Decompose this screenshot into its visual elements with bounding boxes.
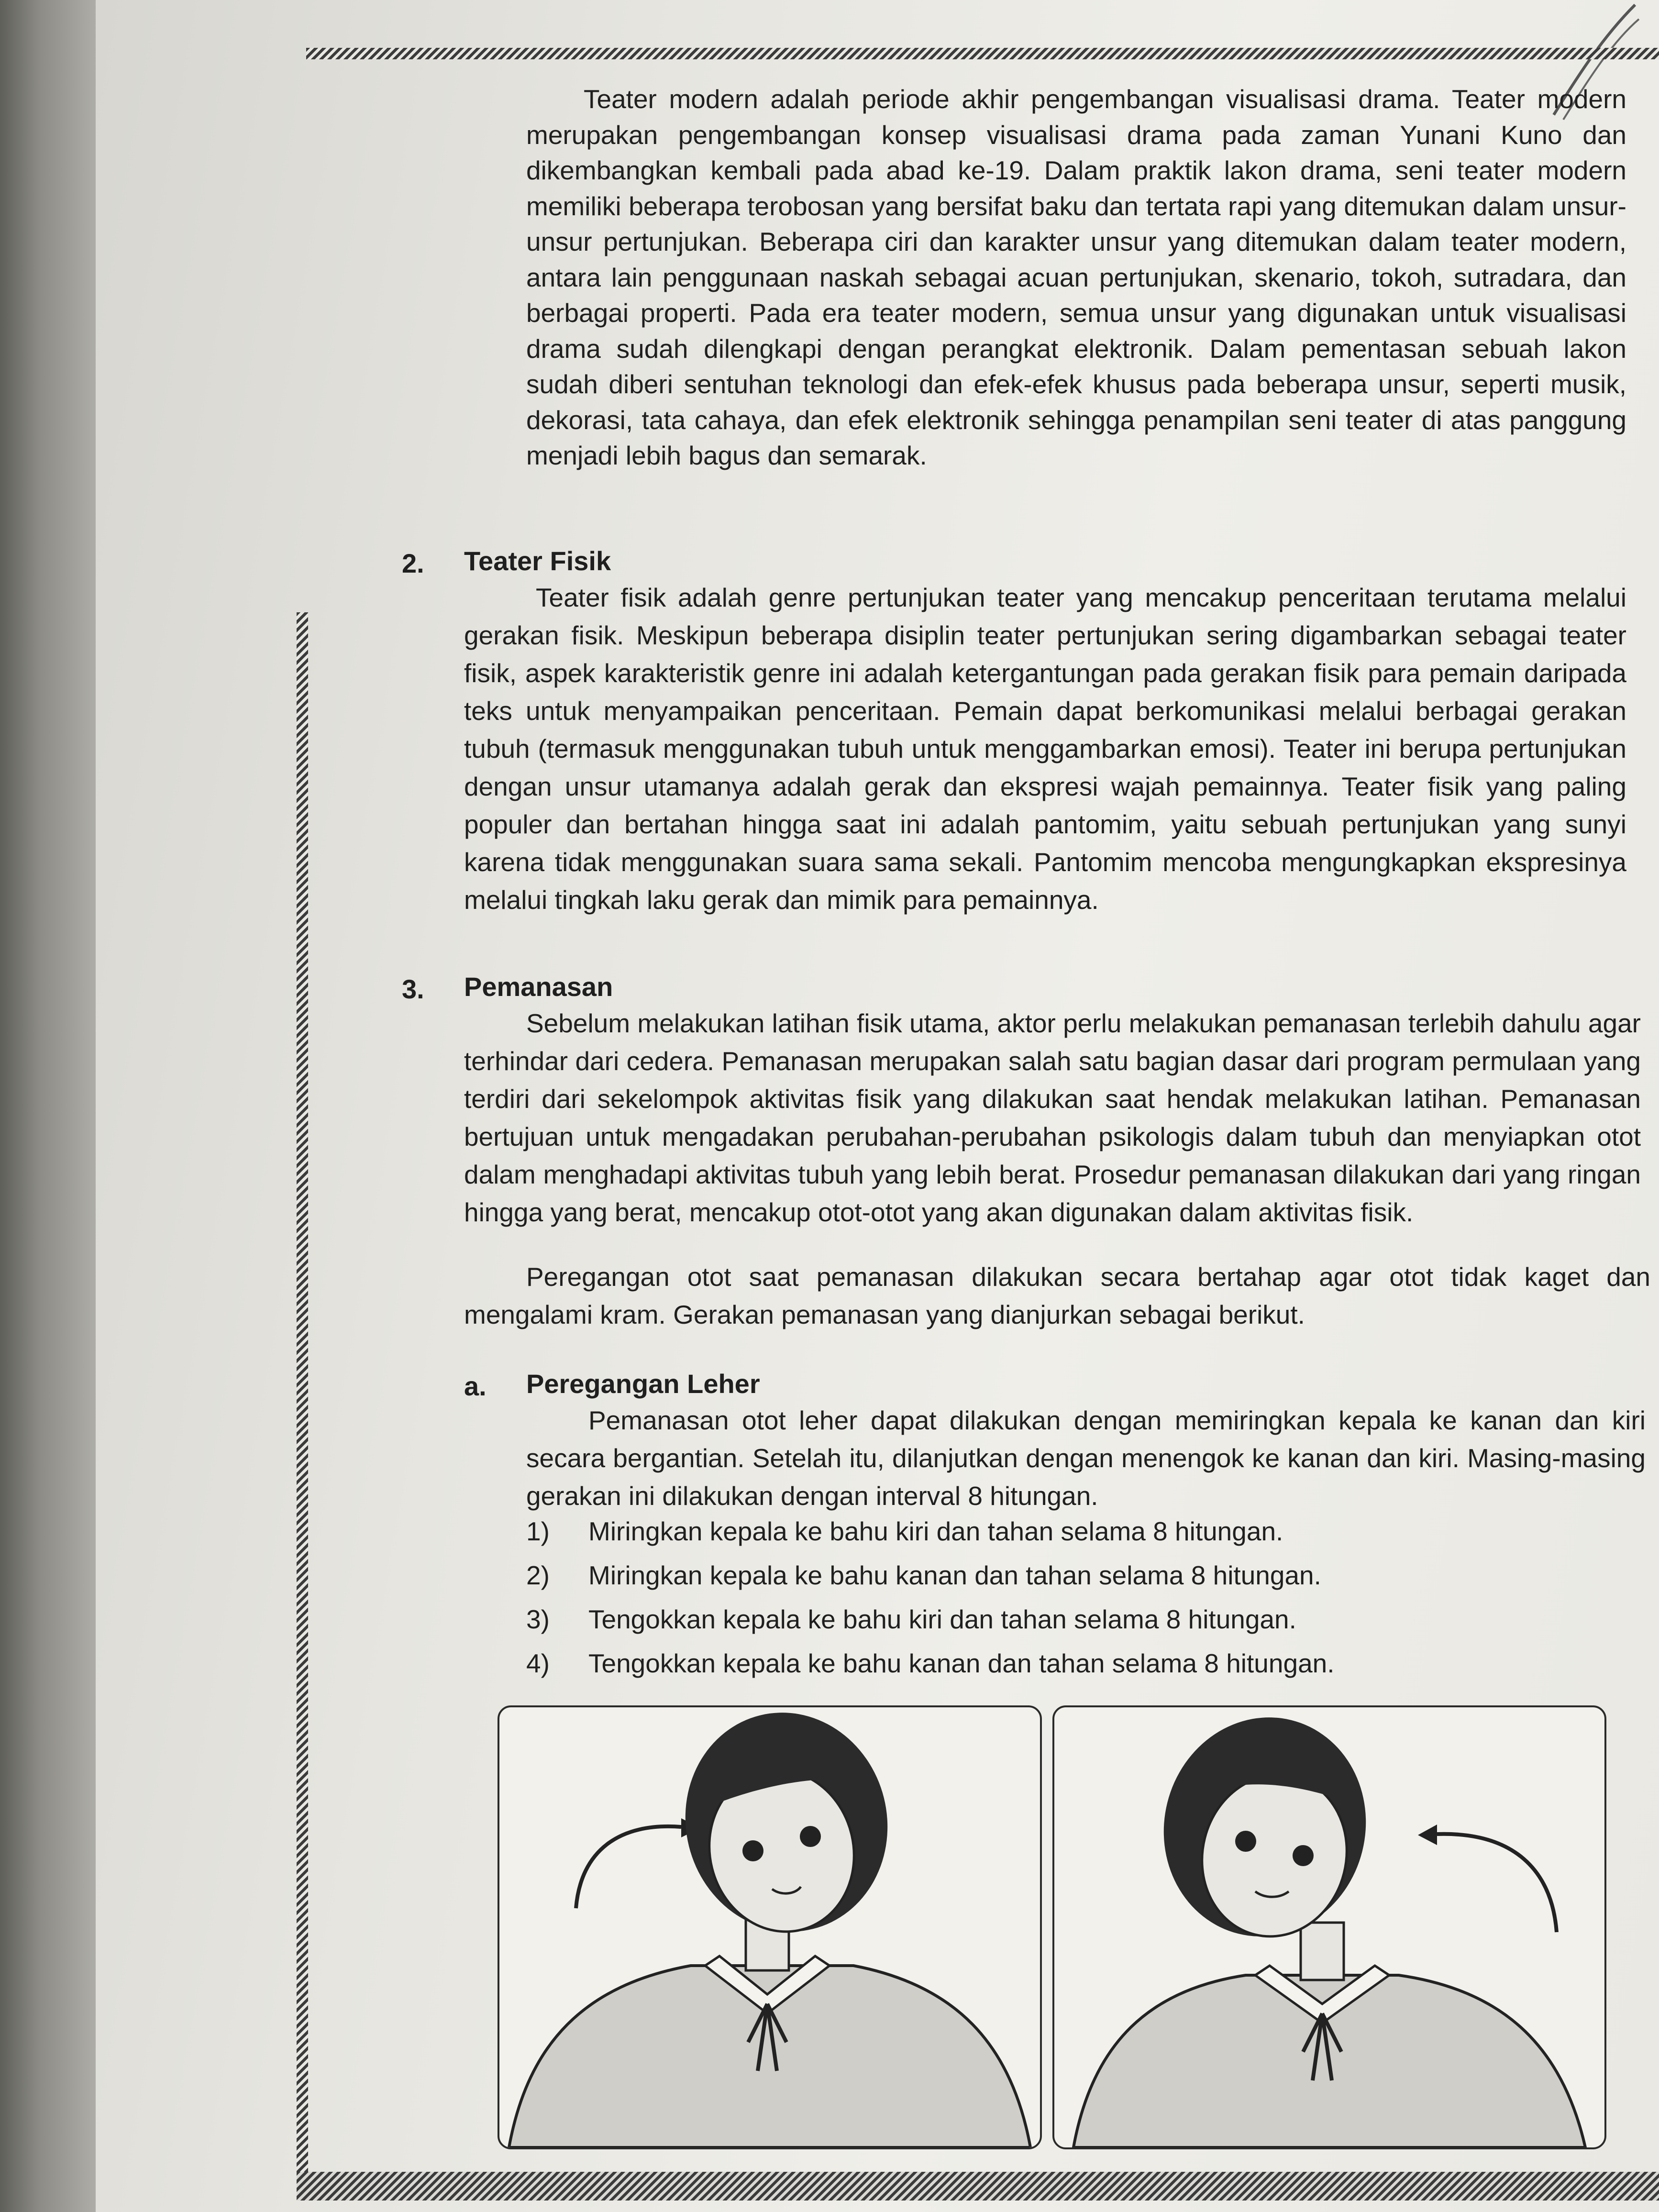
subsection-a-letter: a. (464, 1371, 487, 1401)
curved-arrow-icon (1437, 1834, 1557, 1932)
step-text: Miringkan kepala ke bahu kanan dan tahan selama 8 hitungan. (588, 1560, 1321, 1590)
section-3-paragraph-1 (464, 1005, 1641, 1231)
intro-text: Teater modern adalah periode akhir pengembangan visualisasi drama. Teater modern merupakan pengembangan konsep visualisasi drama pada zaman Yunani Kuno dan dikembangkan kembali pada abad ke-19. Dalam praktik lakon drama, seni teater modern memiliki beberapa terobosan yang bersifat baku dan tertata rapi yang ditemukan dalam unsur-unsur pertunjukan. Beberapa ciri dan karakter unsur yang ditemukan dalam teater modern, antara lain penggunaan naskah sebagai acuan pertunjukan, skenario, tokoh, sutradara, dan berbagai properti. Pada era teater modern, semua unsur yang digunakan untuk visualisasi drama sudah dilengkapi dengan perangkat elektronik. Dalam pementasan sebuah lakon sudah diberi sentuhan teknologi dan efek-efek khusus pada beberapa unsur, seperti musik, dekorasi, tata cahaya, dan efek elektronik sehingga penampilan seni teater di atas panggung menjadi lebih bagus dan semarak. (526, 84, 1626, 470)
left-eye (742, 1840, 763, 1861)
girl-tilt-right-illustration (1054, 1707, 1604, 2147)
illustration-panel-tilt-right (1052, 1705, 1606, 2149)
subsection-a-body (526, 1402, 1646, 1515)
page-border-top (306, 48, 1659, 59)
page-border-left (297, 612, 308, 2181)
step-number: 2) (526, 1560, 550, 1590)
section-2-title: Teater Fisik (464, 546, 611, 576)
section-2-body (464, 579, 1626, 919)
step-number: 1) (526, 1516, 550, 1546)
section-2-text: Teater fisik adalah genre pertunjukan teater yang mencakup penceritaan terutama melalui gerakan fisik. Meskipun beberapa disiplin teater pertunjukan sering digambarkan sebagai teater fisik, aspek karakteristik genre ini adalah ketergantungan pada gerakan fisik para pemain daripada teks untuk menyampaikan penceritaan. Pemain dapat berkomunikasi melalui berbagai gerakan tubuh (termasuk menggunakan tubuh untuk menggambarkan emosi). Teater ini berupa pertunjukan dengan unsur utamanya adalah gerak dan ekspresi wajah pemainnya. Teater fisik yang paling populer dan bertahan hingga saat ini adalah pantomim, yaitu sebuah pertunjukan yang sunyi karena tidak menggunakan suara sama sekali. Pantomim mencoba mengungkapkan ekspresinya melalui tingkah laku gerak dan mimik para pemainnya. (464, 583, 1626, 915)
right-eye (1293, 1845, 1314, 1866)
intro-paragraph (526, 81, 1626, 474)
right-eye (800, 1826, 821, 1847)
left-eye (1235, 1831, 1256, 1852)
step-text: Tengokkan kepala ke bahu kiri dan tahan selama 8 hitungan. (588, 1604, 1296, 1634)
neck (1301, 1923, 1344, 1980)
list-item (526, 1641, 1646, 1685)
curved-arrow-icon (576, 1826, 681, 1908)
illustration-panel-tilt-left (498, 1705, 1042, 2149)
neck-stretch-steps (526, 1509, 1646, 1685)
step-number: 3) (526, 1604, 550, 1634)
arrow-head-icon (1418, 1825, 1437, 1845)
page-border-bottom (297, 2172, 1659, 2201)
section-2-number: 2. (402, 548, 424, 578)
list-item (526, 1509, 1646, 1553)
section-3-text-1: Sebelum melakukan latihan fisik utama, aktor perlu melakukan pemanasan terlebih dahulu agar terhindar dari cedera. Pemanasan merupakan salah satu bagian dasar dari program permulaan yang terdiri dari sekelompok aktivitas fisik yang dilakukan saat hendak melakukan latihan. Pemanasan bertujuan untuk mengadakan perubahan-perubahan psikologis dalam tubuh dan menyiapkan otot dalam menghadapi aktivitas tubuh yang lebih berat. Prosedur pemanasan dilakukan dari yang ringan hingga yang berat, mencakup otot-otot yang akan digunakan dalam aktivitas fisik. (464, 1008, 1641, 1227)
section-3-paragraph-2 (464, 1258, 1650, 1334)
section-3-number: 3. (402, 974, 424, 1004)
subsection-a-title: Peregangan Leher (526, 1369, 760, 1399)
list-item (526, 1553, 1646, 1597)
subsection-a-text: Pemanasan otot leher dapat dilakukan dengan memiringkan kepala ke kanan dan kiri secara bergantian. Setelah itu, dilanjutkan dengan menengok ke kanan dan kiri. Masing-masing gerakan ini dilakukan dengan interval 8 hitungan. (526, 1405, 1646, 1511)
section-3-text-2: Peregangan otot saat pemanasan dilakukan secara bertahap agar otot tidak kaget dan mengalami kram. Gerakan pemanasan yang dianjurkan sebagai berikut. (464, 1262, 1650, 1329)
step-text: Miringkan kepala ke bahu kiri dan tahan selama 8 hitungan. (588, 1516, 1283, 1546)
girl-tilt-left-illustration (499, 1707, 1040, 2147)
list-item (526, 1597, 1646, 1641)
step-number: 4) (526, 1648, 550, 1678)
book-page (96, 0, 1659, 2212)
step-text: Tengokkan kepala ke bahu kanan dan tahan selama 8 hitungan. (588, 1648, 1335, 1678)
section-3-title: Pemanasan (464, 972, 613, 1002)
